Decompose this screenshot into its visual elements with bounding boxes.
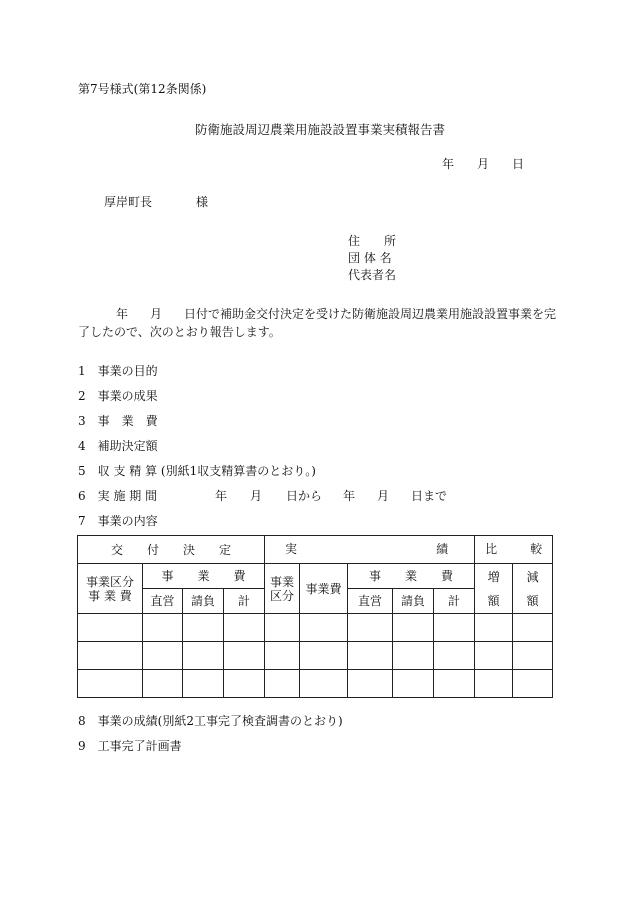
form-number: 第7号様式(第12条関係): [78, 82, 207, 96]
hikaku-header: [475, 536, 553, 564]
table-cell[interactable]: [513, 670, 553, 698]
project-content-table: [77, 535, 553, 698]
item-4-subsidy: 4 補助決定額: [78, 439, 158, 453]
kofu-chokuei-header: 直営: [143, 589, 183, 614]
table-cell[interactable]: [78, 614, 143, 642]
table-cell[interactable]: [224, 614, 265, 642]
item-1-purpose: 1 事業の目的: [78, 364, 158, 378]
table-cell[interactable]: [348, 614, 393, 642]
document-title: 防衛施設周辺農業用施設設置事業実積報告書: [195, 122, 446, 137]
table-cell[interactable]: [434, 614, 475, 642]
table-cell[interactable]: [300, 670, 348, 698]
table-cell[interactable]: [183, 642, 224, 670]
body-line1: 日付で補助金交付決定を受けた防衛施設周辺農業用施設設置事業を完: [184, 307, 557, 321]
jisseki-kubun-line2: 区分: [270, 588, 295, 603]
date-month: 月: [477, 157, 490, 171]
addressee-honorific: 様: [196, 195, 209, 209]
item-6-from: 日から: [286, 489, 323, 503]
group-name-label: 団 体 名: [348, 251, 392, 265]
table-cell[interactable]: [183, 614, 224, 642]
table-row: [78, 670, 553, 698]
table-cell[interactable]: [475, 614, 513, 642]
address-label: 住 所: [348, 234, 397, 248]
gen-gaku-char: 額: [526, 593, 539, 608]
table-cell[interactable]: [265, 642, 300, 670]
table-cell[interactable]: [434, 642, 475, 670]
jisseki-jigyohi-breakdown-header: 事 業 費: [348, 564, 475, 589]
kofu-jigyohi-header: 事 業 費: [143, 564, 265, 589]
jisseki-char-1: 実: [285, 542, 298, 556]
item-5-settlement: 5 収 支 精 算 (別紙1収支精算書のとおり。): [78, 464, 316, 478]
table-cell[interactable]: [224, 670, 265, 698]
table-cell[interactable]: [475, 642, 513, 670]
table-cell[interactable]: [513, 642, 553, 670]
body-month: 月: [150, 307, 163, 321]
gen-gaku-header: [513, 564, 553, 614]
table-row: [78, 642, 553, 670]
table-header-row-2: [78, 564, 553, 589]
jisseki-kubun-line1: 事業: [270, 574, 295, 589]
table-row: [78, 614, 553, 642]
item-6-until: 日まで: [411, 489, 448, 503]
table-cell[interactable]: [78, 642, 143, 670]
item-3-cost: 3 事 業 費: [78, 414, 158, 428]
zo-gaku-char: 額: [487, 593, 500, 608]
table-cell[interactable]: [224, 642, 265, 670]
body-year: 年: [116, 307, 129, 321]
zo-char: 増: [487, 569, 500, 584]
item-6-year2: 年: [343, 489, 356, 503]
jigyo-kubun-text: 事業区分: [85, 574, 134, 589]
addressee-name: 厚岸町長: [104, 195, 153, 209]
representative-label: 代表者名: [348, 268, 397, 282]
table-cell[interactable]: [348, 642, 393, 670]
gen-char: 減: [526, 569, 539, 584]
table-cell[interactable]: [393, 670, 434, 698]
table-cell[interactable]: [393, 642, 434, 670]
table-cell[interactable]: [348, 670, 393, 698]
item-8-performance: 8 事業の成績(別紙2工事完了検査調書のとおり): [78, 714, 343, 728]
table-cell[interactable]: [434, 670, 475, 698]
table-cell[interactable]: [143, 642, 183, 670]
table-cell[interactable]: [143, 670, 183, 698]
item-6-month1: 月: [250, 489, 263, 503]
jisseki-ukeoi-header: 請負: [393, 589, 434, 614]
zo-gaku-header: [475, 564, 513, 614]
jisseki-kubun-header: [265, 564, 300, 614]
kofu-ukeoi-header: 請負: [183, 589, 224, 614]
table-cell[interactable]: [300, 642, 348, 670]
jisseki-jigyohi-header: 事業費: [300, 564, 348, 614]
kofu-kettei-header: 交 付 決 定: [78, 536, 265, 564]
table-cell[interactable]: [475, 670, 513, 698]
kofu-kei-header: 計: [224, 589, 265, 614]
jisseki-header: [265, 536, 475, 564]
table-cell[interactable]: [393, 614, 434, 642]
jigyo-hi-spaced-text: 事 業 費: [88, 588, 132, 603]
table-cell[interactable]: [265, 670, 300, 698]
item-7-content: 7 事業の内容: [78, 514, 158, 528]
table-cell[interactable]: [265, 614, 300, 642]
hikaku-char-2: 較: [530, 542, 543, 556]
table-cell[interactable]: [300, 614, 348, 642]
table-cell[interactable]: [78, 670, 143, 698]
jisseki-char-2: 績: [436, 542, 449, 556]
table-cell[interactable]: [513, 614, 553, 642]
date-day: 日: [512, 157, 525, 171]
jigyo-kubun-header: [78, 564, 143, 614]
item-6-month2: 月: [377, 489, 390, 503]
item-9-completion-plan: 9 工事完了計画書: [78, 739, 182, 753]
jisseki-kei-header: 計: [434, 589, 475, 614]
table-header-row-1: [78, 536, 553, 564]
table-cell[interactable]: [183, 670, 224, 698]
date-year: 年: [442, 157, 455, 171]
item-6-year1: 年: [215, 489, 228, 503]
item-2-result: 2 事業の成果: [78, 389, 158, 403]
item-6-period-label: 6 実 施 期 間: [78, 489, 158, 503]
body-line2: 了したので、次のとおり報告します。: [78, 325, 281, 339]
hikaku-char-1: 比: [485, 542, 498, 556]
table-cell[interactable]: [143, 614, 183, 642]
jisseki-chokuei-header: 直営: [348, 589, 393, 614]
